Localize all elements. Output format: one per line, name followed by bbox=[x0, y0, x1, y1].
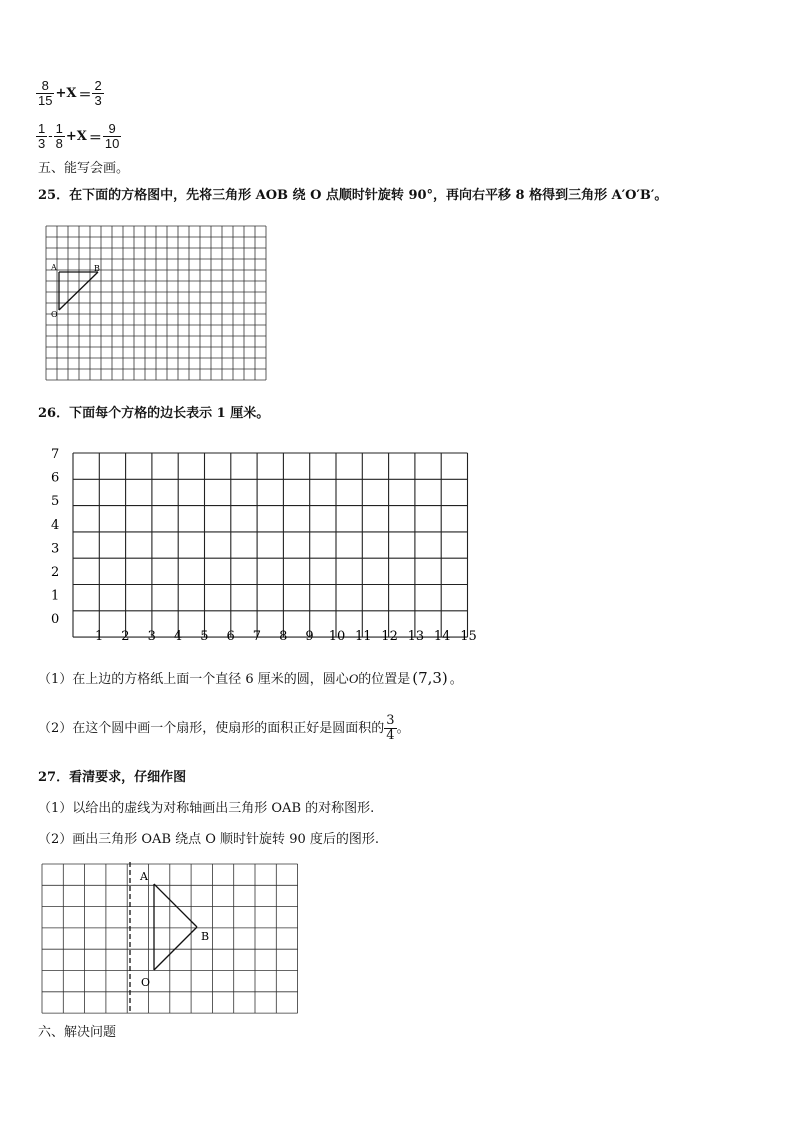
x-tick-label: 3 bbox=[147, 629, 156, 644]
numerator: 2 bbox=[94, 78, 102, 93]
fraction bbox=[54, 122, 65, 151]
y-tick-label: 7 bbox=[51, 447, 60, 462]
point-o-label: O bbox=[51, 310, 58, 319]
x-tick-label: 12 bbox=[381, 629, 398, 644]
denominator: 3 bbox=[38, 136, 46, 151]
numerator: 1 bbox=[38, 121, 46, 136]
denominator: 10 bbox=[104, 136, 120, 151]
question-26-text: 26．下面每个方格的边长表示 1 厘米。 bbox=[38, 406, 270, 421]
x-tick-label: 11 bbox=[355, 629, 372, 644]
y-tick-label: 0 bbox=[51, 612, 60, 628]
center-coordinate: (7,3) bbox=[412, 669, 448, 687]
x-tick-label: 8 bbox=[279, 629, 288, 644]
y-tick-label: 3 bbox=[51, 541, 60, 557]
point-a-label: A bbox=[51, 263, 57, 272]
sub1-text: （1）在上边的方格纸上面一个直径 6 厘米的圆，圆心 bbox=[38, 672, 349, 687]
sub2-end: 。 bbox=[396, 720, 410, 736]
x-tick-label: 5 bbox=[200, 629, 209, 644]
sub1-text2: 的位置是 bbox=[358, 672, 411, 687]
numerator: 1 bbox=[55, 121, 63, 136]
question-25-text: 25．在下面的方格图中，先将三角形 AOB 绕 O 点顺时针旋转 90°，再向右平移 8 格得到三角形 A′O′B′。 bbox=[38, 188, 668, 203]
equation-1 bbox=[36, 79, 104, 108]
sub1-end: 。 bbox=[449, 672, 463, 687]
x-tick-label: 15 bbox=[460, 629, 477, 644]
x-tick-label: 7 bbox=[252, 629, 262, 644]
denominator: 4 bbox=[386, 728, 395, 743]
q27-grid-figure bbox=[40, 862, 314, 1014]
x-tick-label: 13 bbox=[407, 629, 425, 644]
section-6-heading: 六、解决问题 bbox=[38, 1025, 117, 1040]
question-26-sub2 bbox=[38, 714, 410, 743]
y-tick-label: 5 bbox=[51, 494, 60, 510]
minus-sign: - bbox=[48, 129, 53, 144]
x-tick-label: 14 bbox=[433, 629, 451, 644]
x-tick-label: 4 bbox=[173, 629, 183, 644]
point-b-label: B bbox=[201, 930, 210, 943]
q25-grid-figure bbox=[44, 224, 272, 384]
q26-y-ticks bbox=[51, 447, 59, 627]
x-tick-label: 6 bbox=[226, 629, 235, 644]
point-o-label: O bbox=[141, 976, 151, 989]
x-tick-label: 9 bbox=[305, 629, 314, 644]
y-tick-label: 1 bbox=[51, 588, 60, 604]
y-tick-label: 6 bbox=[51, 470, 60, 486]
q25-grid-lines bbox=[46, 226, 266, 380]
question-27-text: 27．看清要求，仔细作图 bbox=[38, 770, 187, 785]
numerator: 8 bbox=[41, 78, 49, 93]
q26-grid-lines bbox=[73, 453, 468, 637]
fraction-three-quarters bbox=[384, 714, 396, 743]
x-tick-label: 1 bbox=[95, 629, 104, 644]
q26-x-ticks bbox=[95, 629, 477, 644]
point-b-label: B bbox=[94, 264, 100, 273]
question-27-sub1: （1）以给出的虚线为对称轴画出三角形 OAB 的对称图形. bbox=[38, 801, 375, 816]
x-tick-label: 10 bbox=[328, 629, 346, 644]
sub2-text: （2）在这个圆中画一个扇形，使扇形的面积正好是圆面积的 bbox=[38, 720, 385, 736]
numerator: 3 bbox=[386, 713, 395, 728]
x-tick-label: 2 bbox=[121, 629, 130, 644]
fraction bbox=[36, 79, 54, 108]
fraction bbox=[36, 122, 47, 151]
question-26-sub1 bbox=[38, 670, 463, 688]
center-o-label: O bbox=[348, 671, 359, 686]
fraction bbox=[92, 79, 103, 108]
triangle-aob bbox=[59, 272, 98, 310]
triangle-oab bbox=[154, 884, 197, 970]
fraction bbox=[103, 122, 121, 151]
plus-x: +X bbox=[65, 129, 87, 144]
point-a-label: A bbox=[140, 870, 148, 883]
section-5-heading: 五、能写会画。 bbox=[38, 161, 130, 176]
denominator: 3 bbox=[94, 93, 102, 108]
y-tick-label: 4 bbox=[51, 517, 60, 533]
denominator: 8 bbox=[55, 136, 63, 151]
equals-sign: ＝ bbox=[78, 88, 92, 103]
q26-coordinate-grid bbox=[40, 440, 490, 650]
numerator: 9 bbox=[108, 121, 116, 136]
plus-x: +X bbox=[55, 86, 77, 101]
q27-grid-lines bbox=[42, 864, 298, 1013]
equation-2 bbox=[36, 122, 121, 151]
denominator: 15 bbox=[38, 93, 53, 108]
equals-sign: ＝ bbox=[88, 131, 102, 146]
question-27-sub2: （2）画出三角形 OAB 绕点 O 顺时针旋转 90 度后的图形. bbox=[38, 832, 379, 847]
y-tick-label: 2 bbox=[51, 565, 60, 580]
